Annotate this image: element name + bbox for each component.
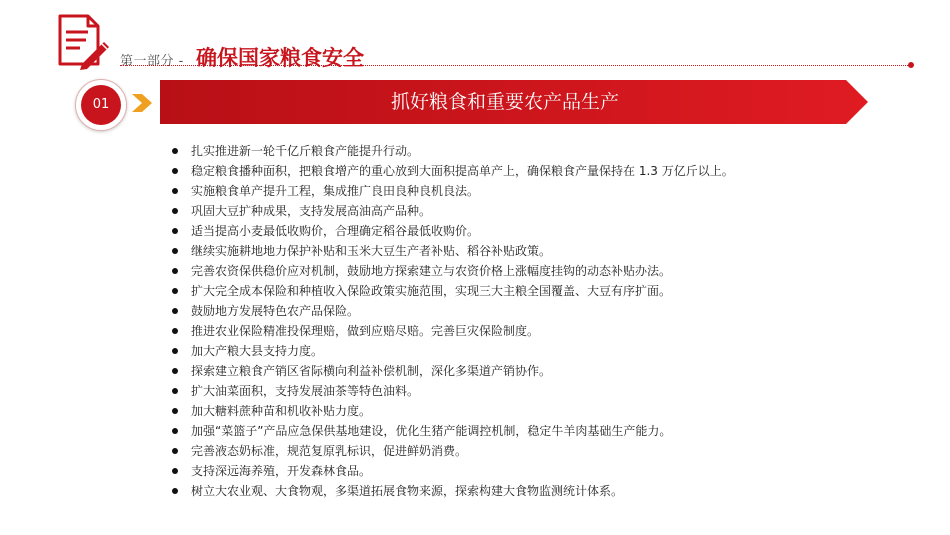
list-item-text: 加大产粮大县支持力度。 <box>191 344 324 358</box>
list-item-text: 稳定粮食播种面积，把粮食增产的重心放到大面积提高单产上，确保粮食产量保持在 1.3 万亿斤以上。 <box>191 164 734 178</box>
section-number-badge <box>75 79 127 131</box>
list-item-text: 加强“菜篮子”产品应急保供基地建设，优化生猪产能调控机制，稳定牛羊肉基础生产能力。 <box>191 424 672 438</box>
list-item <box>172 161 734 181</box>
list-item <box>172 401 734 421</box>
list-item <box>172 421 734 441</box>
header-divider-dot <box>908 62 914 68</box>
bullet-dot <box>172 488 178 494</box>
list-item-text: 扩大完全成本保险和种植收入保险政策实施范围，实现三大主粮全国覆盖、大豆有序扩面。 <box>191 284 672 298</box>
list-item <box>172 241 734 261</box>
bullet-dot <box>172 388 178 394</box>
document-pen-icon <box>56 14 110 70</box>
list-item <box>172 141 734 161</box>
list-item-text: 鼓励地方发展特色农产品保险。 <box>191 304 360 318</box>
list-item <box>172 201 734 221</box>
list-item <box>172 461 734 481</box>
list-item <box>172 181 734 201</box>
list-item-text: 完善农资保供稳价应对机制，鼓励地方探索建立与农资价格上涨幅度挂钩的动态补贴办法。 <box>191 264 672 278</box>
bullet-dot <box>172 408 178 414</box>
chevron-right-icon <box>132 94 152 112</box>
list-item-text: 探索建立粮食产销区省际横向利益补偿机制，深化多渠道产销协作。 <box>191 364 552 378</box>
bullet-dot <box>172 168 178 174</box>
bullet-dot <box>172 468 178 474</box>
list-item <box>172 341 734 361</box>
bullet-dot <box>172 368 178 374</box>
list-item <box>172 301 734 321</box>
list-item-text: 扩大油菜面积，支持发展油茶等特色油料。 <box>191 384 420 398</box>
bullet-dot <box>172 328 178 334</box>
bullet-dot <box>172 148 178 154</box>
list-item-text: 适当提高小麦最低收购价，合理确定稻谷最低收购价。 <box>191 224 480 238</box>
list-item <box>172 321 734 341</box>
bullet-dot <box>172 428 178 434</box>
bullet-dot <box>172 308 178 314</box>
list-item-text: 推进农业保险精准投保理赔，做到应赔尽赔。完善巨灾保险制度。 <box>191 324 540 338</box>
list-item <box>172 481 734 501</box>
bullet-dot <box>172 268 178 274</box>
list-item-text: 支持深远海养殖，开发森林食品。 <box>191 464 372 478</box>
bullet-list <box>172 141 734 501</box>
bullet-dot <box>172 248 178 254</box>
list-item <box>172 381 734 401</box>
list-item-text: 扎实推进新一轮千亿斤粮食产能提升行动。 <box>191 144 420 158</box>
bullet-dot <box>172 288 178 294</box>
list-item <box>172 361 734 381</box>
section-number: 01 <box>81 85 121 125</box>
subtitle-banner-title: 抓好粮食和重要农产品生产 <box>390 91 619 113</box>
list-item <box>172 281 734 301</box>
list-item <box>172 221 734 241</box>
bullet-dot <box>172 228 178 234</box>
bullet-dot <box>172 188 178 194</box>
section-title: 确保国家粮食安全 <box>196 46 364 70</box>
list-item-text: 巩固大豆扩种成果，支持发展高油高产品种。 <box>191 204 432 218</box>
list-item-text: 实施粮食单产提升工程，集成推广良田良种良机良法。 <box>191 184 480 198</box>
list-item <box>172 441 734 461</box>
header-divider <box>120 65 910 66</box>
section-label: 第一部分 - <box>120 54 184 69</box>
list-item-text: 加大糖料蔗种苗和机收补贴力度。 <box>191 404 372 418</box>
list-item-text: 树立大农业观、大食物观，多渠道拓展食物来源，探索构建大食物监测统计体系。 <box>191 484 624 498</box>
bullet-dot <box>172 448 178 454</box>
list-item-text: 完善液态奶标准，规范复原乳标识，促进鲜奶消费。 <box>191 444 468 458</box>
bullet-dot <box>172 348 178 354</box>
list-item-text: 继续实施耕地地力保护补贴和玉米大豆生产者补贴、稻谷补贴政策。 <box>191 244 552 258</box>
list-item <box>172 261 734 281</box>
bullet-dot <box>172 208 178 214</box>
